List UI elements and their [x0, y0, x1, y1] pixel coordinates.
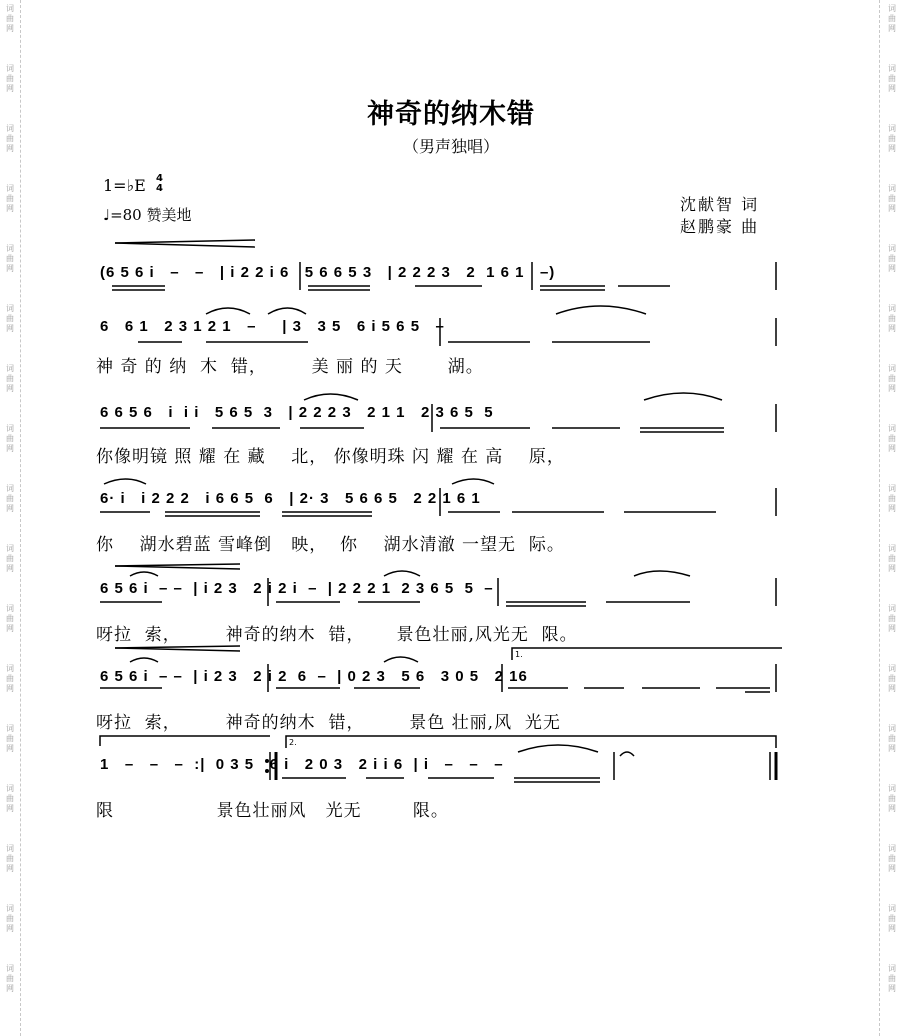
slur [130, 572, 158, 576]
watermark: 词 曲 网 [888, 724, 896, 753]
watermark: 词 曲 网 [6, 484, 14, 513]
watermark: 词 曲 网 [888, 244, 896, 273]
system-3-notes: 6 6 5 6 i i i 5 6 5 3 | 2 2 2 3 2 1 1 2 3 6 5 5 [100, 404, 494, 421]
watermark: 词 曲 网 [6, 544, 14, 573]
watermark: 词 曲 网 [6, 244, 14, 273]
watermark: 词 曲 网 [6, 724, 14, 753]
volta-bracket-end [100, 736, 270, 746]
volta-bracket-second [286, 736, 776, 748]
slur [556, 306, 646, 314]
system-2-lyrics: 神 奇 的 纳 木 错， 美 丽 的 天 湖。 [96, 357, 484, 377]
watermark: 词 曲 网 [888, 664, 896, 693]
watermark: 词 曲 网 [6, 424, 14, 453]
system-4-notes: 6· i i 2 2 2 i 6 6 5 6 | 2· 3 5 6 6 5 2 2 1 6 1 [100, 490, 481, 507]
watermark: 词 曲 网 [888, 304, 896, 333]
system-7-notes: 1 – – – :| 0 3 5 6 i 2 0 3 2 i i 6 | i – – – [100, 756, 504, 773]
watermark: 词 曲 网 [888, 784, 896, 813]
watermark: 词 曲 网 [888, 184, 896, 213]
hairpin-line [115, 566, 240, 569]
watermark: 词 曲 网 [888, 124, 896, 153]
system-7-lyrics: 限 景色壮丽风 光无 限。 [96, 801, 449, 821]
watermark: 词 曲 网 [6, 964, 14, 993]
volta-first-label: 1. [515, 650, 523, 659]
watermark: 词 曲 网 [6, 304, 14, 333]
time-signature-top: 4 [156, 173, 163, 184]
watermark: 词 曲 网 [6, 364, 14, 393]
system-1-notes: (6 5 6 i – – | i 2 2 i 6 5 6 6 5 3 | 2 2 2 3 2 1 6 1 –) [100, 264, 556, 281]
volta-bracket-first [512, 648, 782, 660]
composer-credit: 赵鹏豪 曲 [680, 217, 760, 236]
watermark: 词 曲 网 [6, 124, 14, 153]
watermark: 词 曲 网 [6, 904, 14, 933]
song-subtitle: （男声独唱） [402, 137, 499, 156]
slur [268, 308, 306, 314]
watermark: 词 曲 网 [6, 604, 14, 633]
slur [206, 308, 250, 314]
hairpin-line [115, 648, 240, 651]
system-6-lyrics: 呀拉 索， 神奇的纳木 错， 景色 壮丽,风 光无 [96, 713, 561, 733]
lyricist-credit: 沈献智 词 [680, 195, 760, 214]
watermark: 词 曲 网 [888, 604, 896, 633]
watermark: 词 曲 网 [888, 844, 896, 873]
slur [644, 393, 722, 400]
system-5-notes: 6 5 6 i – – | i 2 3 2 i 2 i – | 2 2 2 1 2 3 6 5 5 – [100, 580, 494, 597]
slur [304, 394, 358, 400]
system-5-lyrics: 呀拉 索， 神奇的纳木 错， 景色壮丽,风光无 限。 [96, 625, 578, 645]
system-2-notes: 6 6 1 2 3 1 2 1 – | 3 3 5 6 i 5 6 5 – [100, 318, 445, 335]
watermark: 词 曲 网 [6, 64, 14, 93]
watermark: 词 曲 网 [6, 184, 14, 213]
slur [384, 657, 418, 662]
slur [130, 658, 158, 662]
watermark: 词 曲 网 [888, 904, 896, 933]
watermark: 词 曲 网 [6, 4, 14, 33]
slur [384, 571, 420, 576]
watermark: 词 曲 网 [888, 4, 896, 33]
system-4-lyrics: 你 湖水碧蓝 雪峰倒 映， 你 湖水清澈 一望无 际。 [96, 535, 565, 555]
slur [452, 479, 494, 484]
watermark: 词 曲 网 [888, 544, 896, 573]
watermark: 词 曲 网 [888, 424, 896, 453]
slur [518, 745, 598, 752]
watermark: 词 曲 网 [6, 784, 14, 813]
watermark: 词 曲 网 [888, 364, 896, 393]
song-title: 神奇的纳木错 [367, 99, 535, 130]
watermark: 词 曲 网 [888, 964, 896, 993]
watermark: 词 曲 网 [6, 844, 14, 873]
system-6-notes: 6 5 6 i – – | i 2 3 2 i 2 6 – | 0 2 3 5 6 3 0 5 2 16 [100, 668, 528, 685]
hairpin-line [115, 243, 255, 247]
time-signature-bottom: 4 [156, 183, 163, 194]
fermata [620, 752, 634, 756]
slur [634, 571, 690, 576]
watermark: 词 曲 网 [6, 664, 14, 693]
hairpin-line [115, 240, 255, 243]
watermark: 词 曲 网 [888, 64, 896, 93]
system-3-lyrics: 你像明镜 照 耀 在 藏 北， 你像明珠 闪 耀 在 高 原， [96, 447, 565, 467]
key-signature: 1=♭E [103, 176, 146, 195]
volta-second-label: 2. [289, 738, 297, 747]
slur [104, 479, 146, 484]
tempo-marking: ♩=80 赞美地 [103, 206, 192, 224]
watermark: 词 曲 网 [888, 484, 896, 513]
